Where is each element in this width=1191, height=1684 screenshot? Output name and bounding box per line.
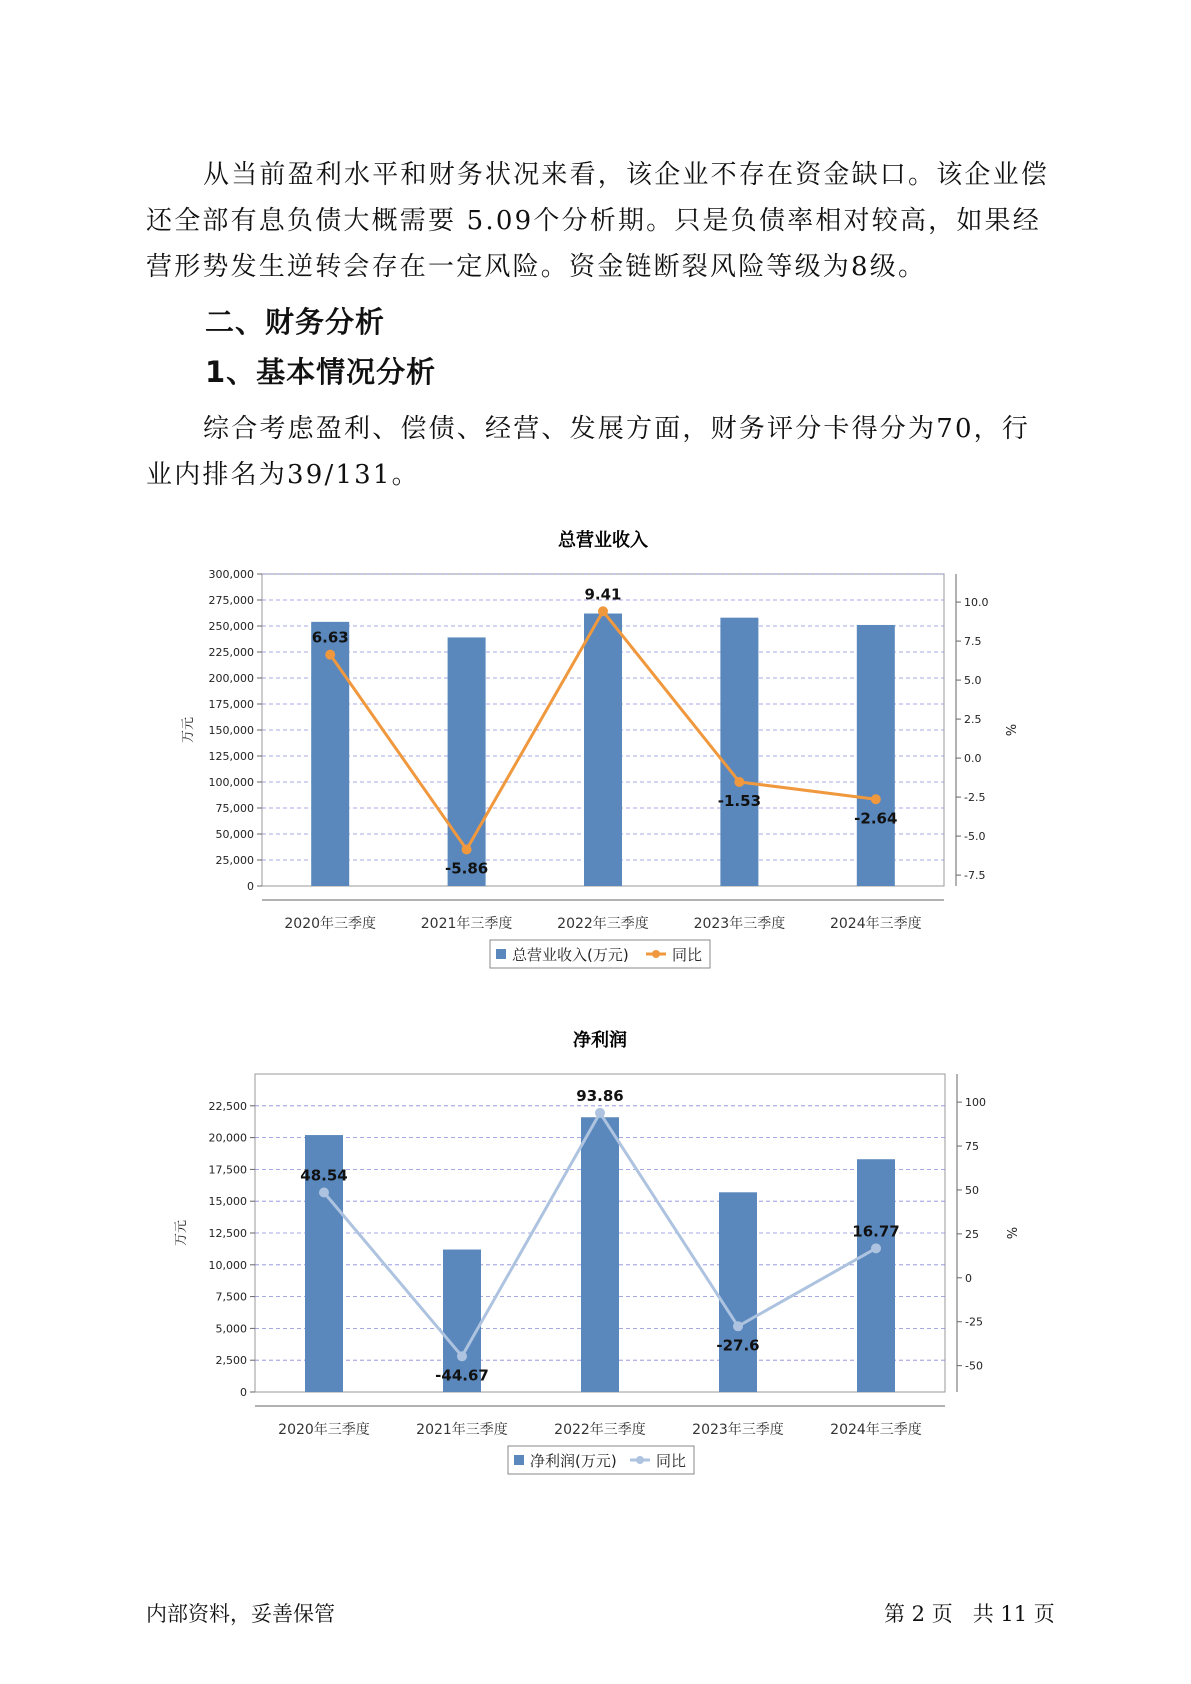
- left-tick-label: 225,000: [208, 646, 254, 659]
- right-tick-label: -25: [965, 1315, 983, 1329]
- yoy-point: [595, 1108, 605, 1118]
- footer-confidential: 内部资料，妥善保管: [146, 1602, 335, 1626]
- bar: [719, 1192, 757, 1392]
- section-heading: 二、财务分析: [205, 305, 386, 339]
- left-tick-label: 150,000: [208, 724, 254, 737]
- x-tick-label: 2021年三季度: [420, 916, 513, 932]
- left-tick-label: 0: [247, 880, 254, 893]
- left-tick-label: 175,000: [208, 698, 254, 711]
- left-tick-label: 250,000: [208, 620, 254, 633]
- left-tick-label: 22,500: [208, 1099, 247, 1113]
- right-tick-label: -2.5: [964, 791, 986, 805]
- left-tick-label: 17,500: [208, 1163, 247, 1177]
- x-tick-label: 2020年三季度: [278, 1422, 370, 1438]
- bar: [857, 625, 895, 886]
- data-label: -27.6: [716, 1336, 760, 1355]
- x-tick-label: 2023年三季度: [693, 916, 786, 932]
- right-tick-label: 10.0: [964, 596, 989, 610]
- bar: [311, 622, 349, 886]
- data-label: -5.86: [444, 859, 489, 878]
- x-tick-label: 2024年三季度: [829, 916, 922, 932]
- yoy-point: [325, 650, 335, 660]
- data-label: 6.63: [311, 628, 349, 647]
- left-tick-label: 5,000: [215, 1322, 247, 1336]
- legend-line-label: 同比: [656, 1452, 687, 1470]
- data-label: -44.67: [435, 1366, 489, 1385]
- data-label: 48.54: [300, 1166, 348, 1185]
- yoy-point: [462, 844, 472, 854]
- x-tick-label: 2023年三季度: [692, 1422, 784, 1438]
- y-axis-label: 万元: [181, 716, 196, 744]
- left-tick-label: 2,500: [215, 1354, 247, 1368]
- right-tick-label: 7.5: [964, 635, 982, 649]
- y2-axis-label: %: [1003, 1226, 1018, 1240]
- yoy-point: [871, 794, 881, 804]
- right-tick-label: 25: [965, 1227, 979, 1241]
- right-tick-label: 5.0: [964, 674, 982, 688]
- right-tick-label: 2.5: [964, 713, 982, 727]
- footer-page-number: 第 2 页 共 11 页: [884, 1602, 1055, 1626]
- right-tick-label: 0: [965, 1271, 972, 1285]
- paragraph-summary: 从当前盈利水平和财务状况来看，该企业不存在资金缺口。该企业偿还全部有息负债大概需要 5.09个分析期。只是负债率相对较高，如果经营形势发生逆转会存在一定风险。资金链断裂风险等级为8级。: [146, 160, 1050, 282]
- bar: [720, 618, 758, 886]
- y2-axis-label: %: [1002, 723, 1017, 737]
- data-label: -2.64: [854, 809, 898, 828]
- right-tick-label: 0.0: [964, 752, 982, 766]
- bar: [581, 1117, 619, 1392]
- paragraph-score: 综合考虑盈利、偿债、经营、发展方面，财务评分卡得分为70，行业内排名为39/131。: [146, 414, 1031, 490]
- data-label: -1.53: [717, 791, 762, 810]
- left-tick-label: 15,000: [208, 1195, 247, 1209]
- left-tick-label: 7,500: [215, 1290, 247, 1304]
- yoy-point: [598, 606, 608, 616]
- left-tick-label: 10,000: [208, 1258, 247, 1272]
- left-tick-label: 25,000: [215, 854, 254, 867]
- yoy-point: [733, 1321, 743, 1331]
- revenue-chart: [0, 520, 1191, 990]
- y-axis-label: 万元: [174, 1219, 189, 1247]
- bar: [584, 614, 622, 886]
- right-tick-label: -7.5: [964, 869, 986, 883]
- legend-line-marker: [652, 950, 660, 958]
- legend-bar-swatch: [496, 949, 506, 959]
- right-tick-label: -5.0: [964, 830, 986, 844]
- data-label: 16.77: [852, 1222, 900, 1241]
- chart-title: 净利润: [573, 1030, 627, 1051]
- x-tick-label: 2022年三季度: [557, 916, 649, 932]
- left-tick-label: 125,000: [208, 750, 254, 763]
- left-tick-label: 20,000: [208, 1131, 247, 1145]
- left-tick-label: 300,000: [208, 568, 254, 581]
- data-label: 9.41: [584, 585, 622, 604]
- right-tick-label: 100: [965, 1096, 986, 1110]
- yoy-point: [457, 1351, 467, 1361]
- x-tick-label: 2024年三季度: [830, 1422, 922, 1438]
- legend-bar-swatch: [514, 1455, 524, 1465]
- x-tick-label: 2021年三季度: [416, 1422, 508, 1438]
- chart-title: 总营业收入: [558, 530, 648, 551]
- right-tick-label: 50: [965, 1183, 979, 1197]
- yoy-point: [734, 777, 744, 787]
- left-tick-label: 12,500: [208, 1227, 247, 1240]
- legend-bar-label: 总营业收入(万元): [512, 946, 629, 964]
- x-tick-label: 2022年三季度: [554, 1422, 646, 1438]
- yoy-point: [871, 1243, 881, 1253]
- right-tick-label: -50: [965, 1359, 983, 1373]
- left-tick-label: 50,000: [215, 828, 254, 841]
- legend-line-label: 同比: [672, 946, 703, 964]
- x-tick-label: 2020年三季度: [284, 916, 377, 932]
- legend-line-marker: [636, 1456, 644, 1464]
- right-tick-label: 75: [965, 1140, 979, 1154]
- data-label: 93.86: [576, 1086, 624, 1105]
- left-tick-label: 200,000: [208, 672, 254, 685]
- left-tick-label: 275,000: [208, 594, 254, 607]
- yoy-point: [319, 1188, 329, 1198]
- legend-bar-label: 净利润(万元): [530, 1452, 617, 1470]
- net-profit-chart: [0, 1020, 1191, 1490]
- left-tick-label: 75,000: [215, 802, 254, 815]
- bar: [857, 1159, 895, 1392]
- left-tick-label: 0: [240, 1386, 247, 1399]
- left-tick-label: 100,000: [208, 776, 254, 789]
- subsection-heading: 1、基本情况分析: [205, 355, 437, 389]
